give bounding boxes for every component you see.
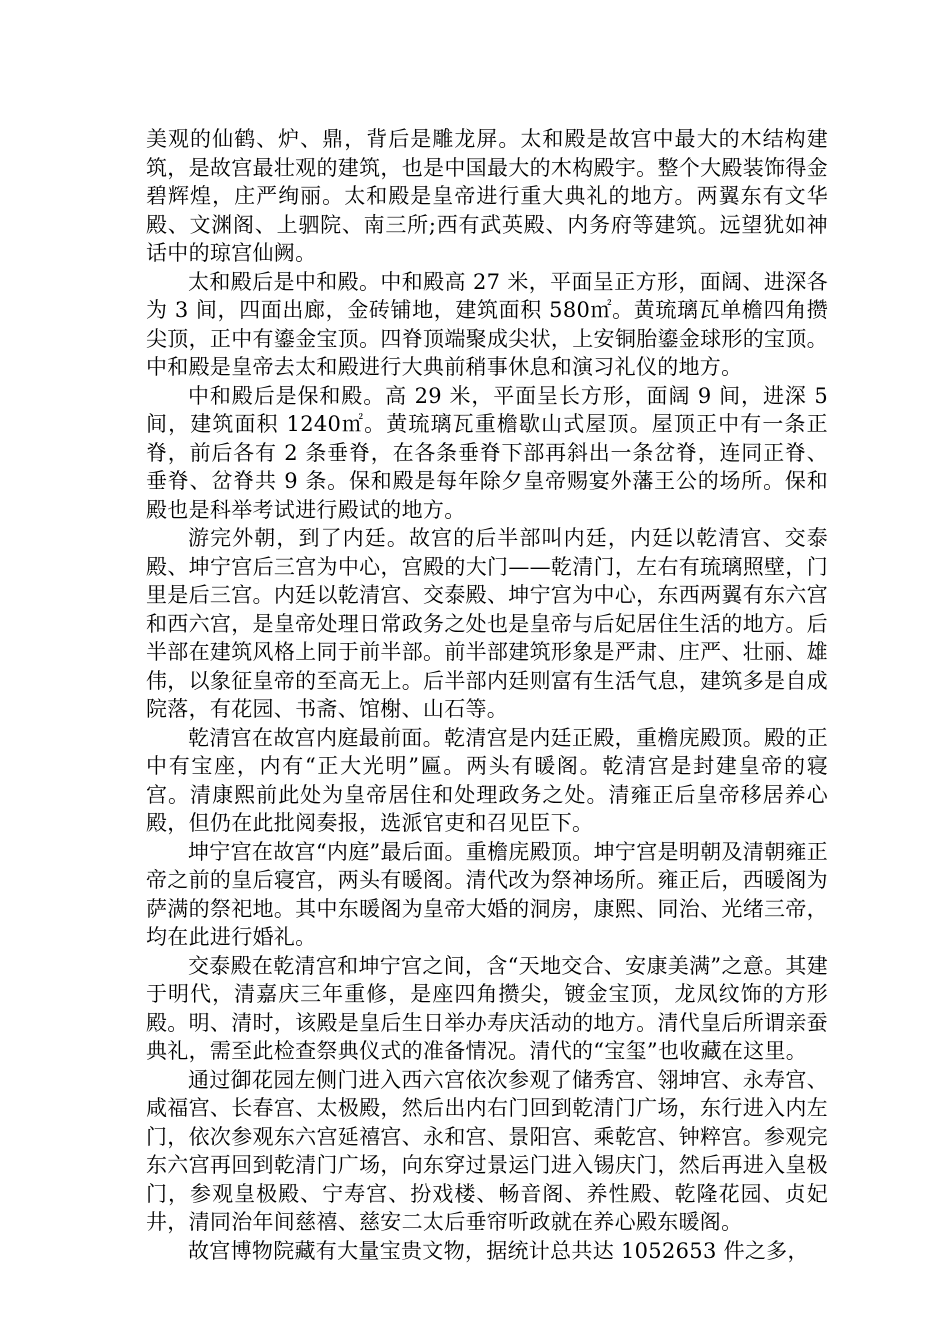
paragraph-jiaotai-hall: 交泰殿在乾清宫和坤宁宫之间，含“天地交合、安康美满”之意。其建于明代，清嘉庆三年重修，是座四角攒尖，镀金宝顶，龙凤纹饰的方形殿。明、清时，该殿是皇后生日举办寿庆活动的地方。清代皇后所谓亲蚕典礼，需至此检查祭典仪式的准备情况。清代的“宝玺”也收藏在这里。: [146, 953, 828, 1063]
body-text: [146, 125, 828, 1265]
paragraph-six-palaces-tour: 通过御花园左侧门进入西六宫依次参观了储秀宫、翎坤宫、永寿宫、咸福宫、长春宫、太极殿，然后出内右门回到乾清门广场，东行进入内左门，依次参观东六宫延禧宫、永和宫、景阳宫、乘乾宫、钟粹宫。参观完东六宫再回到乾清门广场，向东穿过景运门进入锡庆门，然后再进入皇极门，参观皇极殿、宁寿宫、扮戏楼、畅音阁、养性殿、乾隆花园、贞妃井，清同治年间慈禧、慈安二太后垂帘听政就在养心殿东暖阁。: [146, 1067, 828, 1234]
paragraph-inner-court: 游完外朝，到了内廷。故宫的后半部叫内廷，内廷以乾清宫、交泰殿、坤宁宫后三宫为中心，宫殿的大门——乾清门，左右有琉璃照壁，门里是后三宫。内廷以乾清宫、交泰殿、坤宁宫为中心，东西两翼有东六宫和西六宫，是皇帝处理日常政务之处也是皇帝与后妃居住生活的地方。后半部在建筑风格上同于前半部。前半部建筑形象是严肃、庄严、壮丽、雄伟，以象征皇帝的至高无上。后半部内廷则富有生活气息，建筑多是自成院落，有花园、书斋、馆榭、山石等。: [146, 526, 828, 721]
paragraph-zhonghe-hall: 太和殿后是中和殿。中和殿高 27 米，平面呈正方形，面阔、进深各为 3 间，四面出廊，金砖铺地，建筑面积 580㎡。黄琉璃瓦单檐四角攒尖顶，正中有鎏金宝顶。四脊顶端聚成尖状，上安铜胎鎏金球形的宝顶。中和殿是皇帝去太和殿进行大典前稍事休息和演习礼仪的地方。: [146, 269, 828, 379]
paragraph-taihe-continued: 美观的仙鹤、炉、鼎，背后是雕龙屏。太和殿是故宫中最大的木结构建筑，是故宫最壮观的建筑，也是中国最大的木构殿宇。整个大殿装饰得金碧辉煌，庄严绚丽。太和殿是皇帝进行重大典礼的地方。两翼东有文华殿、文渊阁、上驷院、南三所;西有武英殿、内务府等建筑。远望犹如神话中的琼宫仙阙。: [146, 127, 828, 265]
paragraph-qianqing-palace: 乾清宫在故宫内庭最前面。乾清宫是内廷正殿，重檐庑殿顶。殿的正中有宝座，内有“正大光明”匾。两头有暖阁。乾清宫是封建皇帝的寝宫。清康熙前此处为皇帝居住和处理政务之处。清雍正后皇帝移居养心殿，但仍在此批阅奏报，选派官吏和召见臣下。: [146, 725, 828, 835]
paragraph-kunning-palace: 坤宁宫在故宫“内庭”最后面。重檐庑殿顶。坤宁宫是明朝及清朝雍正帝之前的皇后寝宫，两头有暖阁。清代改为祭神场所。雍正后，西暖阁为萨满的祭祀地。其中东暖阁为皇帝大婚的洞房，康熙、同治、光绪三帝，均在此进行婚礼。: [146, 839, 828, 949]
paragraph-museum-collection: 故宫博物院藏有大量宝贵文物，据统计总共达 1052653 件之多，: [188, 1238, 809, 1263]
paragraph-baohe-hall: 中和殿后是保和殿。高 29 米，平面呈长方形，面阔 9 间，进深 5 间，建筑面积 1240㎡。黄琉璃瓦重檐歇山式屋顶。屋顶正中有一条正脊，前后各有 2 条垂脊，在各条垂脊下部再斜出一条岔脊，连同正脊、垂脊、岔脊共 9 条。保和殿是每年除夕皇帝赐宴外藩王公的场所。保和殿也是科举考试进行殿试的地方。: [146, 383, 828, 522]
